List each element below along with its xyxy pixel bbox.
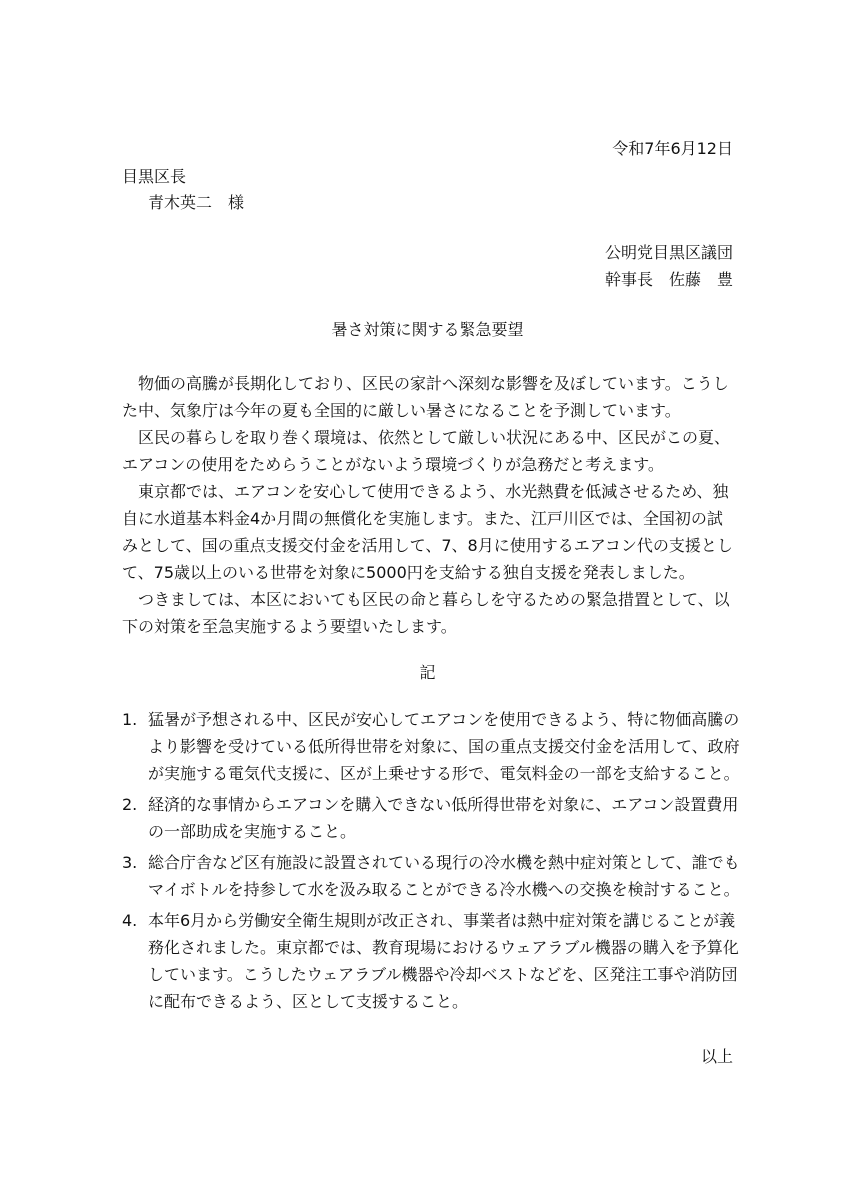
request-text: 本年6月から労働安全衛生規則が改正され、事業者は熱中症対策を講じることが義務化されました。東京都では、教育現場におけるウェアラブル機器の購入を予算化しています。こうしたウェアラブル機器や冷却ベストなどを、区発注工事や消防団に配布できるよう、区として支援すること。 (148, 911, 739, 1011)
addressee-name: 青木英二 様 (148, 193, 245, 212)
body-paragraph: 物価の高騰が長期化しており、区民の家計へ深刻な影響を及ぼしています。こうした中、気象庁は今年の夏も全国的に厳しい暑さになることを予測しています。 (122, 374, 729, 420)
addressee-title: 目黒区長 (122, 167, 187, 186)
document-subject: 暑さ対策に関する緊急要望 (331, 320, 524, 339)
sender-person: 幹事長 佐藤 豊 (604, 270, 733, 289)
request-text: 総合庁舎など区有施設に設置されている現行の冷水機を熱中症対策として、誰でもマイボトルを持参して水を汲み取ることができる冷水機への交換を検討すること。 (148, 853, 740, 899)
closing-mark: 以上 (700, 1047, 733, 1066)
request-item (122, 907, 740, 1015)
request-number: 3. (122, 853, 138, 872)
request-list (122, 706, 740, 1019)
request-item (122, 849, 740, 903)
document-date: 令和7年6月12日 (612, 139, 733, 158)
request-text: 猛暑が予想される中、区民が安心してエアコンを使用できるよう、特に物価高騰のより影響を受けている低所得世帯を対象に、国の重点支援交付金を活用して、政府が実施する電気代支援に、区が上乗せする形で、電気料金の一部を支給すること。 (148, 710, 740, 783)
body-paragraph: つきましては、本区においても区民の命と暮らしを守るための緊急措置として、以下の対策を至急実施するよう要望いたします。 (122, 590, 730, 636)
request-number: 1. (122, 710, 138, 729)
body-paragraph: 区民の暮らしを取り巻く環境は、依然として厳しい状況にある中、区民がこの夏、エアコンの使用をためらうことがないよう環境づくりが急務だと考えます。 (122, 428, 731, 474)
request-number: 2. (122, 795, 138, 814)
request-text: 経済的な事情からエアコンを購入できない低所得世帯を対象に、エアコン設置費用の一部助成を実施すること。 (148, 795, 739, 841)
body-paragraph: 東京都では、エアコンを安心して使用できるよう、水光熱費を低減させるため、独自に水道基本料金4か月間の無償化を実施します。また、江戸川区では、全国初の試みとして、国の重点支援交付金を活用して、7、8月に使用するエアコン代の支援として、75歳以上のいる世帯を対象に5000円を支給する独自支援を発表しました。 (122, 482, 733, 582)
ki-heading: 記 (419, 663, 436, 682)
request-number: 4. (122, 911, 138, 930)
sender-organization: 公明党目黒区議団 (604, 243, 733, 262)
request-item (122, 706, 740, 787)
request-item (122, 791, 740, 845)
body-text (122, 370, 737, 640)
